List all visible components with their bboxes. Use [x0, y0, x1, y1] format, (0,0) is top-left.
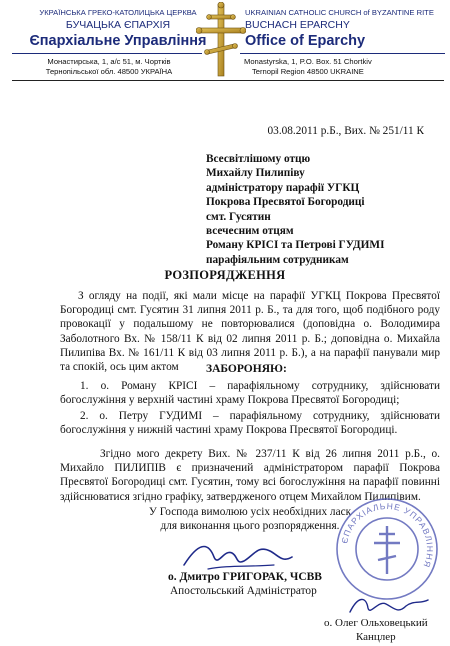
chancellor-block — [324, 617, 428, 644]
address-en — [244, 57, 444, 77]
address-ua — [14, 57, 204, 77]
header-rule — [12, 80, 444, 81]
stamp-text: ЄПАРХІАЛЬНЕ УПРАВЛІННЯ — [339, 500, 436, 570]
addressee-line: парафіяльним сотрудникам — [206, 253, 349, 266]
official-stamp-icon — [332, 494, 442, 604]
intro-paragraph: З огляду на події, які мали місце на парафії УГКЦ Покрова Пресвятої Богородиці смт. Гусятин 31 липня 2011 р. Б., та для того, щоб подібного роду провокації у подальшому не повторювалися (доповідна о. Володимира Заболотного Вх. № 158/11 К від 02 липня 2011 р. Б.; доповідна о. Михайла Пилипіва Вх. № 161/11 К від 03 липня 2011 р. Б.), а на парафії панували мир та спокій, ось цим актом — [60, 290, 440, 374]
addressee-line: смт. Гусятин — [206, 210, 271, 223]
directive-item-2: 2. о. Петру ГУДИМІ – парафіяльному сотруднику, здійснювати богослужіння у нижній частині храму Покрова Пресвятої Богородиці. — [60, 410, 440, 437]
closing-line: У Господа вимолюю усіх необхідних ласк — [148, 506, 352, 518]
office-name-en: Office of Eparchy — [245, 33, 366, 49]
letterhead-left — [18, 8, 218, 50]
letterhead-divider-left — [12, 53, 202, 54]
letterhead-right — [245, 8, 440, 50]
church-name-en: UKRAINIAN CATHOLIC CHURCH of BYZANTINE RITE — [245, 8, 434, 17]
addressee-line: адміністратору парафії УГКЦ — [206, 181, 360, 194]
chancellor-role: Канцлер — [355, 630, 396, 643]
church-name-ua: УКРАЇНСЬКА ГРЕКО-КАТОЛИЦЬКА ЦЕРКВА — [39, 8, 197, 17]
signer-name: о. Дмитро ГРИГОРАК, ЧСВВ — [168, 571, 322, 583]
closing-line: для виконання цього розпорядження. — [160, 520, 340, 532]
signer-role: Апостольський Адміністратор — [170, 585, 317, 597]
address-en-line1: Monastyrska, 1, P.O. Box. 51 Chortkiv — [244, 57, 372, 66]
addressee-line: всечесним отцям — [206, 225, 294, 238]
chancellor-signature-icon — [344, 590, 434, 620]
diocese-name-en: BUCHACH EPARCHY — [245, 19, 350, 31]
letterhead-divider-right — [240, 53, 445, 54]
decree-paragraph: Згідно мого декрету Вих. № 237/11 К від 26 липня 2011 р.Б., о. Михайло ПИЛИПІВ є призначений адміністратором парафії Покрова Пресвятої Богородиці смт. Гусятин, тому всі богослужіння на парафії повинні здійснюватися згідно графіку, затвердженого отцем Михайлом Пилипівим. — [60, 448, 440, 503]
address-ua-line2: Тернопільської обл. 48500 УКРАЇНА — [45, 67, 173, 76]
cross-emblem-icon — [196, 2, 246, 78]
forbid-heading: ЗАБОРОНЯЮ: — [206, 363, 287, 375]
diocese-name-ua: БУЧАЦЬКА ЄПАРХІЯ — [65, 19, 171, 31]
chancellor-name: о. Олег Ольховецький — [324, 617, 428, 629]
document-title: РОЗПОРЯДЖЕННЯ — [164, 268, 286, 282]
directive-item-1: 1. о. Роману КРІСІ – парафіяльному сотруднику, здійснювати богослужіння у верхній частині храму Покрова Пресвятої Богородиці; — [60, 380, 440, 407]
address-ua-line1: Монастирська, 1, а/с 51, м. Чортків — [47, 57, 171, 66]
addressee-block — [206, 152, 384, 267]
addressee-line: Всесвітлішому отцю — [206, 153, 311, 165]
address-en-line2: Ternopil Region 48500 UKRAINE — [252, 67, 364, 76]
addressee-line: Михайлу Пилипіву — [206, 167, 305, 180]
date-reference: 03.08.2011 р.Б., Вих. № 251/11 К — [267, 125, 424, 137]
office-name-ua: Єпархіальне Управління — [29, 33, 207, 49]
signature-icon — [178, 535, 298, 575]
addressee-line: Покрова Пресвятої Богородиці — [206, 196, 365, 209]
addressee-line: Роману КРІСІ та Петрові ГУДИМІ — [206, 239, 385, 252]
